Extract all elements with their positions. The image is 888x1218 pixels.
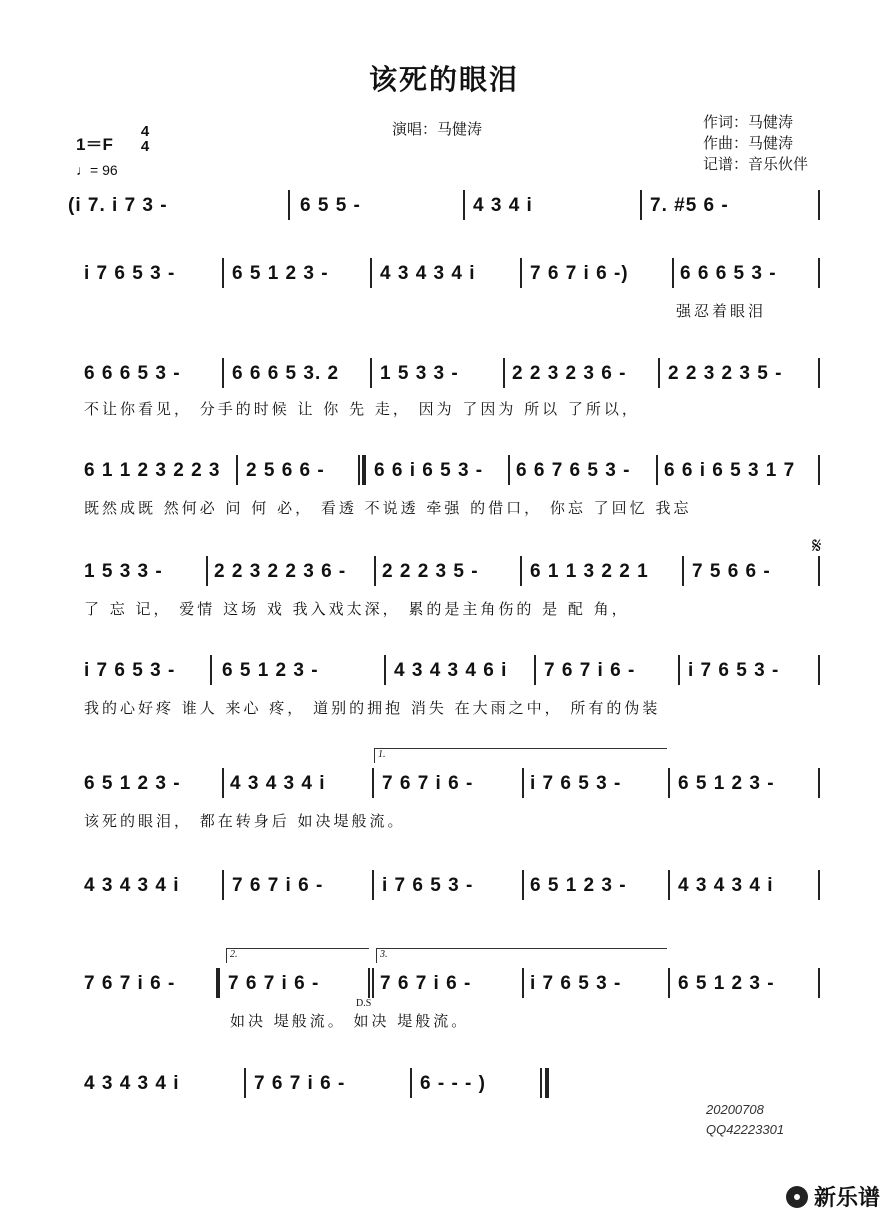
barline	[520, 556, 522, 586]
measure-4: 7 6 7 i 6 -	[544, 660, 636, 681]
tempo-marking: ♩= 96	[76, 162, 118, 178]
measure-2: 6 5 1 2 3 -	[222, 660, 319, 681]
barline	[818, 358, 820, 388]
measure-5: 2 2 3 2 3 5 -	[668, 363, 783, 384]
measure-2: 6 5 1 2 3 -	[232, 263, 329, 284]
barline	[222, 358, 224, 388]
measure-4: 6 5 1 2 3 -	[530, 875, 627, 896]
measure-2: 6 5 5 -	[300, 195, 361, 216]
measure-2: 2 5 6 6 -	[246, 460, 325, 481]
measure-4: 7 6 7 i 6 -)	[530, 263, 629, 284]
measure-2: 7 6 7 i 6 -	[228, 973, 320, 994]
barline	[672, 258, 674, 288]
measure-3: 6 - - - )	[420, 1073, 486, 1094]
measure-2: 4 3 4 3 4 i	[230, 773, 326, 794]
volta-bracket-2	[226, 948, 369, 963]
measure-2: 2 2 3 2 2 3 6 -	[214, 561, 347, 582]
segno-sign: 𝄋	[812, 534, 822, 559]
date-stamp: 20200708	[706, 1102, 764, 1117]
measure-4: 7. #5 6 -	[650, 195, 729, 216]
record-icon	[786, 1186, 808, 1208]
barline	[370, 358, 372, 388]
barline	[370, 258, 372, 288]
final-barline	[540, 1068, 542, 1098]
barline	[522, 968, 524, 998]
lyric-line-5: 了 忘 记， 爱情 这场 戏 我入戏太深， 累的是主角伤的 是 配 角，	[84, 600, 630, 618]
barline	[682, 556, 684, 586]
measure-3: 7 6 7 i 6 -	[382, 773, 474, 794]
measure-3: i 7 6 5 3 -	[382, 875, 474, 896]
time-signature-top: 4	[140, 123, 150, 140]
measure-4: i 7 6 5 3 -	[530, 773, 622, 794]
barline	[818, 870, 820, 900]
volta-1-label: 1.	[378, 749, 386, 760]
barline	[522, 768, 524, 798]
measure-3: 4 3 4 3 4 i	[380, 263, 476, 284]
measure-1: (i 7. i 7 3 -	[68, 195, 168, 216]
measure-3: 7 6 7 i 6 -	[380, 973, 472, 994]
barline	[236, 455, 238, 485]
barline	[222, 258, 224, 288]
measure-3: 6 6 i 6 5 3 -	[374, 460, 484, 481]
barline	[678, 655, 680, 685]
measure-1: 6 1 1 2 3 2 2 3	[84, 460, 221, 481]
measure-5: 4 3 4 3 4 i	[678, 875, 774, 896]
page-title: 该死的眼泪	[368, 63, 519, 96]
volta-2-label: 2.	[230, 949, 238, 960]
lyricist-credit: 作词：马健涛	[703, 113, 794, 131]
measure-3: 1 5 3 3 -	[380, 363, 459, 384]
final-barline-thick	[545, 1068, 549, 1098]
measure-5: 6 5 1 2 3 -	[678, 973, 775, 994]
measure-2: 7 6 7 i 6 -	[254, 1073, 346, 1094]
barline	[372, 768, 374, 798]
measure-2: 6 6 6 5 3. 2	[232, 363, 340, 384]
barline	[288, 190, 290, 220]
barline	[372, 870, 374, 900]
lyric-line-9: 如决 堤般流。 如决 堤般流。	[230, 1012, 470, 1030]
barline	[658, 358, 660, 388]
measure-1: 7 6 7 i 6 -	[84, 973, 176, 994]
barline	[818, 968, 820, 998]
measure-1: i 7 6 5 3 -	[84, 263, 176, 284]
barline	[640, 190, 642, 220]
barline	[668, 768, 670, 798]
barline	[206, 556, 208, 586]
barline	[372, 968, 374, 998]
measure-5: 7 5 6 6 -	[692, 561, 771, 582]
transcriber-credit: 记谱：音乐伙伴	[703, 155, 809, 173]
measure-2: 7 6 7 i 6 -	[232, 875, 324, 896]
barline	[668, 968, 670, 998]
lyric-line-7: 该死的眼泪， 都在转身后 如决堤般流。	[84, 812, 406, 830]
measure-1: 6 5 1 2 3 -	[84, 773, 181, 794]
ds-marking: D.S	[356, 998, 372, 1009]
lyric-line-2: 强忍着眼泪	[676, 302, 767, 320]
time-signature-bottom: 4	[140, 138, 150, 155]
barline	[818, 768, 820, 798]
barline	[210, 655, 212, 685]
measure-5: i 7 6 5 3 -	[688, 660, 780, 681]
barline	[503, 358, 505, 388]
measure-3: 2 2 2 3 5 -	[382, 561, 479, 582]
barline	[818, 655, 820, 685]
measure-1: 6 6 6 5 3 -	[84, 363, 181, 384]
measure-4: 6 6 7 6 5 3 -	[516, 460, 631, 481]
lyric-line-6: 我的心好疼 谁人 来心 疼， 道别的拥抱 消失 在大雨之中， 所有的伪装	[84, 699, 661, 717]
barline	[463, 190, 465, 220]
measure-5: 6 6 i 6 5 3 1 7	[664, 460, 796, 481]
barline	[222, 870, 224, 900]
composer-credit: 作曲：马健涛	[703, 134, 794, 152]
measure-1: 4 3 4 3 4 i	[84, 1073, 180, 1094]
barline	[656, 455, 658, 485]
barline	[244, 1068, 246, 1098]
barline	[818, 556, 820, 586]
repeat-start-barline	[358, 455, 360, 485]
barline	[222, 768, 224, 798]
volta-bracket-1	[374, 748, 667, 763]
measure-5: 6 6 6 5 3 -	[680, 263, 777, 284]
volta-3-label: 3.	[380, 949, 388, 960]
barline	[668, 870, 670, 900]
barline	[818, 258, 820, 288]
barline	[368, 968, 370, 998]
barline	[534, 655, 536, 685]
qq-stamp: QQ42223301	[706, 1122, 785, 1137]
key-signature: 1＝F	[76, 135, 113, 154]
logo-text: 新乐谱	[813, 1186, 880, 1211]
barline	[410, 1068, 412, 1098]
site-logo	[786, 1181, 880, 1212]
barline	[522, 870, 524, 900]
measure-4: 2 2 3 2 3 6 -	[512, 363, 627, 384]
barline	[818, 455, 820, 485]
measure-1: i 7 6 5 3 -	[84, 660, 176, 681]
lyric-line-4: 既然成既 然何必 问 何 必， 看透 不说透 牵强 的借口， 你忘 了回忆 我忘	[84, 499, 692, 517]
measure-1: 1 5 3 3 -	[84, 561, 163, 582]
measure-5: 6 5 1 2 3 -	[678, 773, 775, 794]
measure-4: i 7 6 5 3 -	[530, 973, 622, 994]
barline	[508, 455, 510, 485]
repeat-start-barline-thick	[362, 455, 366, 485]
repeat-end-barline	[216, 968, 220, 998]
measure-1: 4 3 4 3 4 i	[84, 875, 180, 896]
measure-3: 4 3 4 i	[473, 195, 533, 216]
measure-3: 4 3 4 3 4 6 i	[394, 660, 508, 681]
lyric-line-3: 不让你看见， 分手的时候 让 你 先 走， 因为 了因为 所以 了所以，	[84, 400, 640, 418]
volta-bracket-3	[376, 948, 667, 963]
barline	[520, 258, 522, 288]
barline	[384, 655, 386, 685]
barline	[374, 556, 376, 586]
time-signature	[138, 124, 152, 154]
barline	[818, 190, 820, 220]
measure-4: 6 1 1 3 2 2 1	[530, 561, 649, 582]
singer-credit: 演唱：马健涛	[392, 120, 483, 138]
